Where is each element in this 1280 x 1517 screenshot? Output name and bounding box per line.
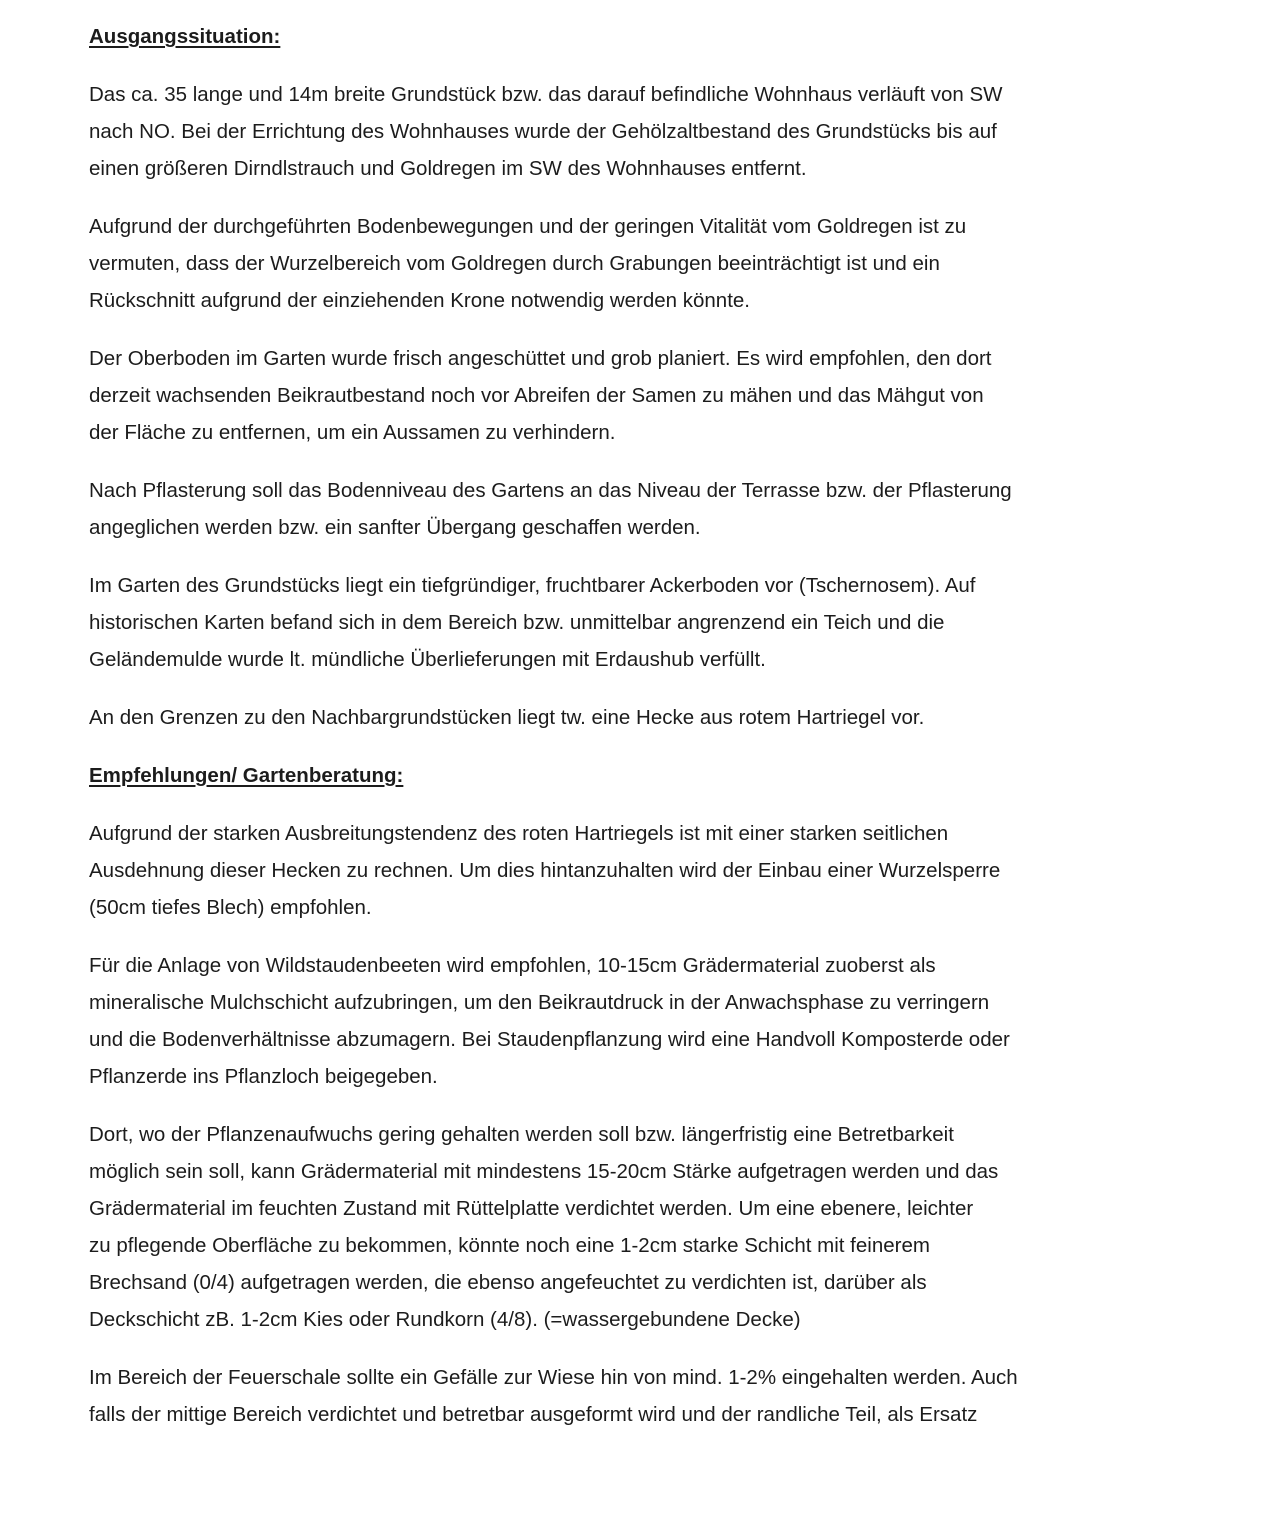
text-line: Grädermaterial im feuchten Zustand mit Rüttelplatte verdichtet werden. Um eine ebenere, leichter xyxy=(89,1197,974,1220)
text-line: (50cm tiefes Blech) empfohlen. xyxy=(89,896,372,919)
paragraph xyxy=(89,815,1189,926)
text-line: und die Bodenverhältnisse abzumagern. Bei Staudenpflanzung wird eine Handvoll Komposterde oder xyxy=(89,1028,1010,1051)
section-heading-ausgangssituation: Ausgangssituation: xyxy=(89,25,281,48)
text-line: Der Oberboden im Garten wurde frisch angeschüttet und grob planiert. Es wird empfohlen, den dort xyxy=(89,347,992,370)
paragraph xyxy=(89,1359,1189,1433)
text-line: der Fläche zu entfernen, um ein Aussamen zu verhindern. xyxy=(89,421,616,444)
text-line: Brechsand (0/4) aufgetragen werden, die ebenso angefeuchtet zu verdichten ist, darüber als xyxy=(89,1271,927,1294)
paragraph xyxy=(89,208,1189,319)
text-line: historischen Karten befand sich in dem Bereich bzw. unmittelbar angrenzend ein Teich und die xyxy=(89,611,945,634)
text-line: Aufgrund der durchgeführten Bodenbewegungen und der geringen Vitalität vom Goldregen ist zu xyxy=(89,215,967,238)
paragraph xyxy=(89,76,1189,187)
text-line: mineralische Mulchschicht aufzubringen, um den Beikrautdruck in der Anwachsphase zu verringern xyxy=(89,991,990,1014)
text-line: Geländemulde wurde lt. mündliche Überlieferungen mit Erdaushub verfüllt. xyxy=(89,648,766,671)
text-line: einen größeren Dirndlstrauch und Goldregen im SW des Wohnhauses entfernt. xyxy=(89,157,807,180)
paragraph xyxy=(89,1116,1189,1338)
text-line: Rückschnitt aufgrund der einziehenden Krone notwendig werden könnte. xyxy=(89,289,750,312)
text-line: Aufgrund der starken Ausbreitungstendenz des roten Hartriegels ist mit einer starken seitlichen xyxy=(89,822,949,845)
text-line: Ausdehnung dieser Hecken zu rechnen. Um dies hintanzuhalten wird der Einbau einer Wurzelsperre xyxy=(89,859,1001,882)
document-page xyxy=(89,18,1189,1454)
paragraph xyxy=(89,699,1189,736)
text-line: An den Grenzen zu den Nachbargrundstücken liegt tw. eine Hecke aus rotem Hartriegel vor. xyxy=(89,706,925,729)
paragraph xyxy=(89,340,1189,451)
text-line: vermuten, dass der Wurzelbereich vom Goldregen durch Grabungen beeinträchtigt ist und ein xyxy=(89,252,940,275)
text-line: derzeit wachsenden Beikrautbestand noch vor Abreifen der Samen zu mähen und das Mähgut von xyxy=(89,384,984,407)
text-line: Nach Pflasterung soll das Bodenniveau des Gartens an das Niveau der Terrasse bzw. der Pflasterung xyxy=(89,479,1012,502)
text-line: zu pflegende Oberfläche zu bekommen, könnte noch eine 1-2cm starke Schicht mit feinerem xyxy=(89,1234,930,1257)
text-line: Für die Anlage von Wildstaudenbeeten wird empfohlen, 10-15cm Grädermaterial zuoberst als xyxy=(89,954,936,977)
section-heading-empfehlungen: Empfehlungen/ Gartenberatung: xyxy=(89,764,404,787)
text-line: Im Garten des Grundstücks liegt ein tiefgründiger, fruchtbarer Ackerboden vor (Tschernosem). Auf xyxy=(89,574,976,597)
text-line: Das ca. 35 lange und 14m breite Grundstück bzw. das darauf befindliche Wohnhaus verläuft von SW xyxy=(89,83,1003,106)
text-line: möglich sein soll, kann Grädermaterial mit mindestens 15-20cm Stärke aufgetragen werden und das xyxy=(89,1160,999,1183)
paragraph xyxy=(89,567,1189,678)
text-line: Pflanzerde ins Pflanzloch beigegeben. xyxy=(89,1065,438,1088)
text-line: Dort, wo der Pflanzenaufwuchs gering gehalten werden soll bzw. längerfristig eine Betretbarkeit xyxy=(89,1123,954,1146)
paragraph xyxy=(89,472,1189,546)
text-line: falls der mittige Bereich verdichtet und betretbar ausgeformt wird und der randliche Teil, als Ersatz xyxy=(89,1403,978,1426)
text-line: angeglichen werden bzw. ein sanfter Übergang geschaffen werden. xyxy=(89,516,701,539)
text-line: Im Bereich der Feuerschale sollte ein Gefälle zur Wiese hin von mind. 1-2% eingehalten werden. Auch xyxy=(89,1366,1018,1389)
text-line: nach NO. Bei der Errichtung des Wohnhauses wurde der Gehölzaltbestand des Grundstücks bis auf xyxy=(89,120,997,143)
text-line: Deckschicht zB. 1-2cm Kies oder Rundkorn (4/8). (=wassergebundene Decke) xyxy=(89,1308,801,1331)
paragraph xyxy=(89,947,1189,1095)
